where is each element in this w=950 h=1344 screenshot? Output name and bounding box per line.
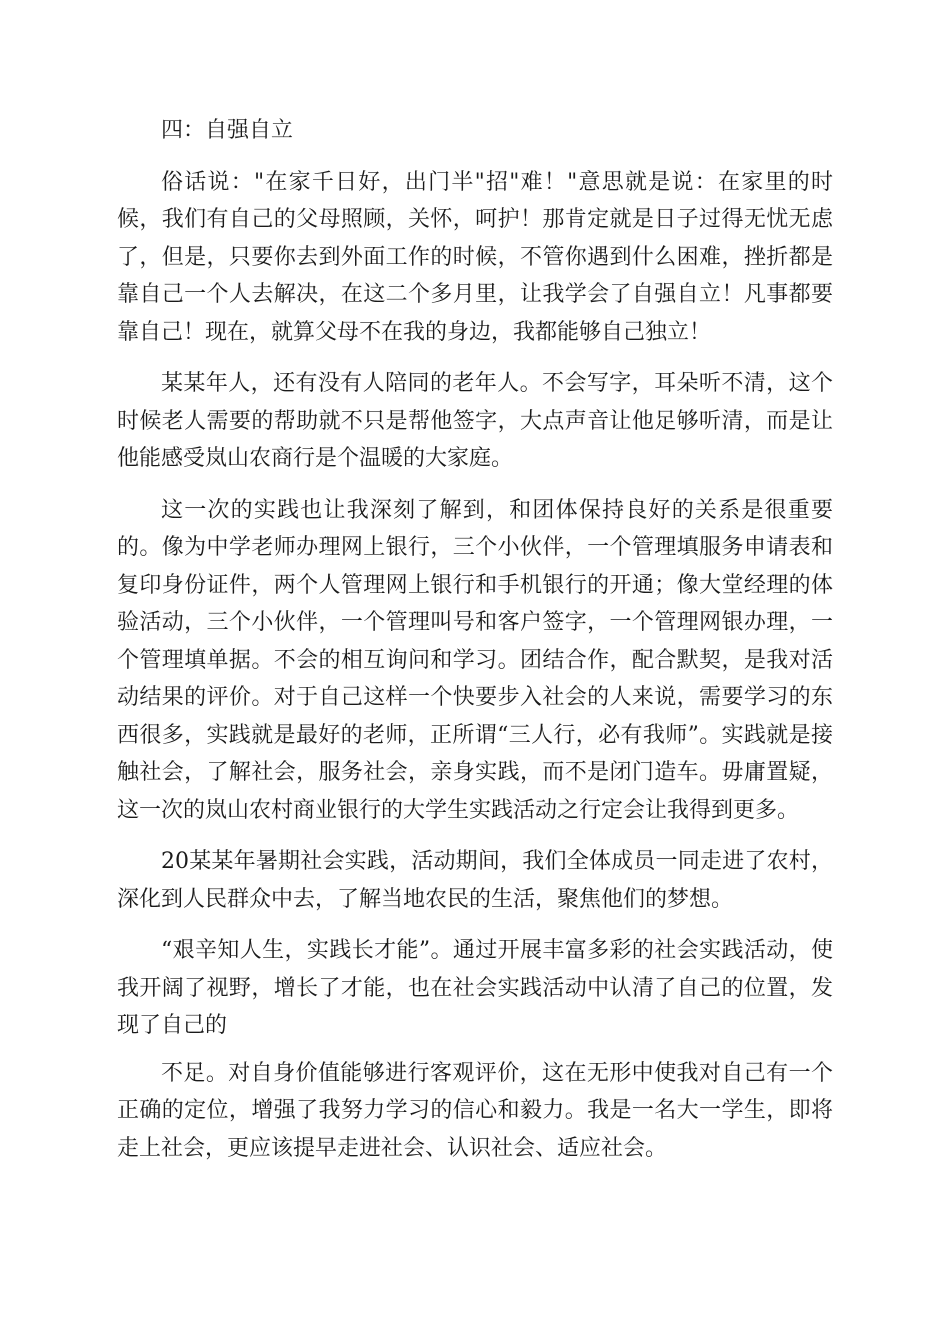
document-page xyxy=(117,112,833,1181)
section-heading: 四：自强自立 xyxy=(161,118,294,143)
paragraph-summer-practice: 20某某年暑期社会实践，活动期间，我们全体成员一同走进了农村，深化到人民群众中去，了解当地农民的生活，聚焦他们的梦想。 xyxy=(117,849,833,912)
paragraph-self-reliance: 俗话说："在家千日好，出门半"招"难！"意思就是说：在家里的时候，我们有自己的父母照顾，关怀，呵护！那肯定就是日子过得无忧无虑了，但是，只要你去到外面工作的时候，不管你遇到什么困难，挫折都是靠自己一个人去解决，在这二个多月里，让我学会了自强自立！凡事都要靠自己！现在，就算父母不在我的身边，我都能够自己独立！ xyxy=(117,169,833,345)
paragraph-teamwork: 这一次的实践也让我深刻了解到，和团体保持良好的关系是很重要的。像为中学老师办理网上银行，三个小伙伴，一个管理填服务申请表和复印身份证件，两个人管理网上银行和手机银行的开通；像大堂经理的体验活动，三个小伙伴，一个管理叫号和客户签字，一个管理网银办理，一个管理填单据。不会的相互询问和学习。团结合作，配合默契，是我对活动结果的评价。对于自己这样一个快要步入社会的人来说，需要学习的东西很多，实践就是最好的老师，正所谓“三人行，必有我师”。实践就是接触社会，了解社会，服务社会，亲身实践，而不是闭门造车。毋庸置疑，这一次的岚山农村商业银行的大学生实践活动之行定会让我得到更多。 xyxy=(117,497,833,823)
paragraph-self-evaluation: 不足。对自身价值能够进行客观评价，这在无形中使我对自己有一个正确的定位，增强了我努力学习的信心和毅力。我是一名大一学生，即将走上社会，更应该提早走进社会、认识社会、适应社会。 xyxy=(117,1060,833,1161)
paragraph-hardship-quote: “艰辛知人生，实践长才能”。通过开展丰富多彩的社会实践活动，使我开阔了视野，增长了才能，也在社会实践活动中认清了自己的位置，发现了自己的 xyxy=(117,938,833,1038)
paragraph-elderly-customers: 某某年人，还有没有人陪同的老年人。不会写字，耳朵听不清，这个时候老人需要的帮助就不只是帮他签字，大点声音让他足够听清，而是让他能感受岚山农商行是个温暖的大家庭。 xyxy=(117,371,833,471)
